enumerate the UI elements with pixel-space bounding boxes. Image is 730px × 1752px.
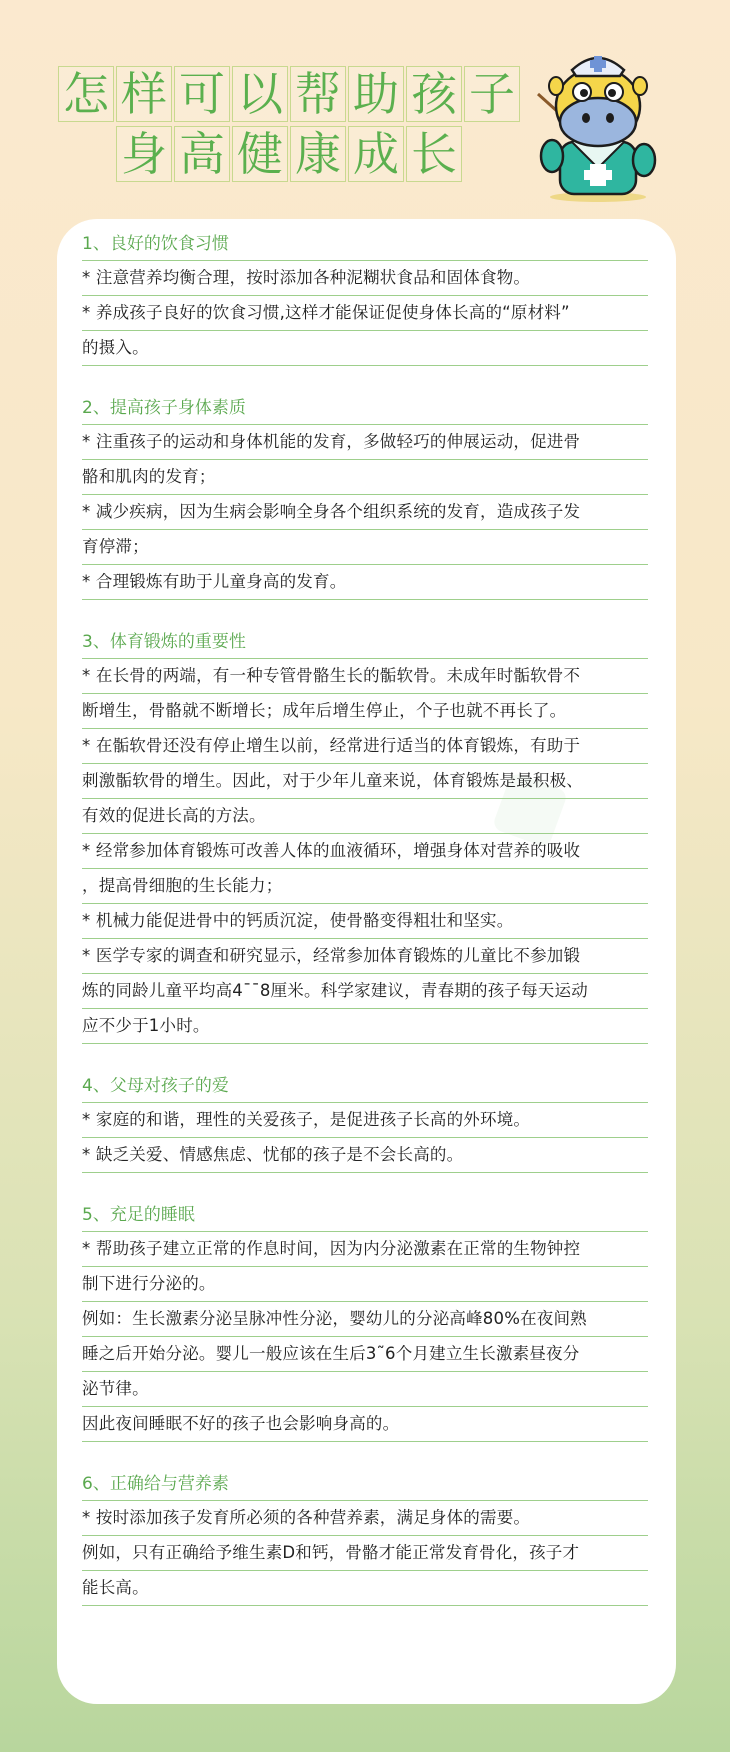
title-char: 高 — [174, 126, 230, 182]
text-line: 刺激骺软骨的增生。因此，对于少年儿童来说，体育锻炼是最积极、 — [82, 764, 648, 799]
text-line: 有效的促进长高的方法。 — [82, 799, 648, 834]
title-char: 怎 — [58, 66, 114, 122]
text-line: 的摄入。 — [82, 331, 648, 366]
section-title: 5、充足的睡眠 — [82, 1197, 648, 1232]
section-title: 4、父母对孩子的爱 — [82, 1068, 648, 1103]
text-line: * 缺乏关爱、情感焦虑、忧郁的孩子是不会长高的。 — [82, 1138, 648, 1173]
hippo-nurse-mascot-icon — [528, 44, 668, 204]
title-char: 康 — [290, 126, 346, 182]
title-line-1 — [58, 66, 522, 124]
section-3 — [82, 624, 648, 1044]
text-line: * 减少疾病，因为生病会影响全身各个组织系统的发育，造成孩子发 — [82, 495, 648, 530]
title-char: 健 — [232, 126, 288, 182]
text-line: * 经常参加体育锻炼可改善人体的血液循环，增强身体对营养的吸收 — [82, 834, 648, 869]
text-line: * 合理锻炼有助于儿童身高的发育。 — [82, 565, 648, 600]
text-line: 骼和肌肉的发育； — [82, 460, 648, 495]
article-body — [82, 226, 648, 1630]
text-line: * 在骺软骨还没有停止增生以前，经常进行适当的体育锻炼，有助于 — [82, 729, 648, 764]
text-line: 能长高。 — [82, 1571, 648, 1606]
text-line: ，提高骨细胞的生长能力； — [82, 869, 648, 904]
section-1 — [82, 226, 648, 366]
section-title: 2、提高孩子身体素质 — [82, 390, 648, 425]
section-5 — [82, 1197, 648, 1442]
title-line-2 — [116, 126, 522, 184]
page-title — [58, 66, 522, 184]
text-line: 例如，只有正确给予维生素D和钙，骨骼才能正常发育骨化，孩子才 — [82, 1536, 648, 1571]
text-line: 因此夜间睡眠不好的孩子也会影响身高的。 — [82, 1407, 648, 1442]
text-line: * 注意营养均衡合理，按时添加各种泥糊状食品和固体食物。 — [82, 261, 648, 296]
section-title: 6、正确给与营养素 — [82, 1466, 648, 1501]
title-char: 子 — [464, 66, 520, 122]
title-char: 长 — [406, 126, 462, 182]
text-line: * 帮助孩子建立正常的作息时间，因为内分泌激素在正常的生物钟控 — [82, 1232, 648, 1267]
text-line: * 家庭的和谐，理性的关爱孩子，是促进孩子长高的外环境。 — [82, 1103, 648, 1138]
text-line: * 养成孩子良好的饮食习惯,这样才能保证促使身体长高的“原材料” — [82, 296, 648, 331]
text-line: * 注重孩子的运动和身体机能的发育，多做轻巧的伸展运动，促进骨 — [82, 425, 648, 460]
title-char: 孩 — [406, 66, 462, 122]
text-line: 泌节律。 — [82, 1372, 648, 1407]
text-line: 炼的同龄儿童平均高4¯¯8厘米。科学家建议，青春期的孩子每天运动 — [82, 974, 648, 1009]
section-4 — [82, 1068, 648, 1173]
text-line: * 医学专家的调查和研究显示，经常参加体育锻炼的儿童比不参加锻 — [82, 939, 648, 974]
section-title: 1、良好的饮食习惯 — [82, 226, 648, 261]
title-char: 成 — [348, 126, 404, 182]
text-line: * 按时添加孩子发育所必须的各种营养素，满足身体的需要。 — [82, 1501, 648, 1536]
title-char: 以 — [232, 66, 288, 122]
title-char: 可 — [174, 66, 230, 122]
title-char: 身 — [116, 126, 172, 182]
text-line: 育停滞； — [82, 530, 648, 565]
title-char: 帮 — [290, 66, 346, 122]
text-line: 睡之后开始分泌。婴儿一般应该在生后3˜6个月建立生长激素昼夜分 — [82, 1337, 648, 1372]
text-line: 应不少于1小时。 — [82, 1009, 648, 1044]
title-char: 助 — [348, 66, 404, 122]
section-2 — [82, 390, 648, 600]
text-line: * 在长骨的两端，有一种专管骨骼生长的骺软骨。未成年时骺软骨不 — [82, 659, 648, 694]
text-line: * 机械力能促进骨中的钙质沉淀，使骨骼变得粗壮和坚实。 — [82, 904, 648, 939]
text-line: 制下进行分泌的。 — [82, 1267, 648, 1302]
title-char: 样 — [116, 66, 172, 122]
section-6 — [82, 1466, 648, 1606]
text-line: 断增生，骨骼就不断增长；成年后增生停止，个子也就不再长了。 — [82, 694, 648, 729]
text-line: 例如：生长激素分泌呈脉冲性分泌，婴幼儿的分泌高峰80%在夜间熟 — [82, 1302, 648, 1337]
section-title: 3、体育锻炼的重要性 — [82, 624, 648, 659]
